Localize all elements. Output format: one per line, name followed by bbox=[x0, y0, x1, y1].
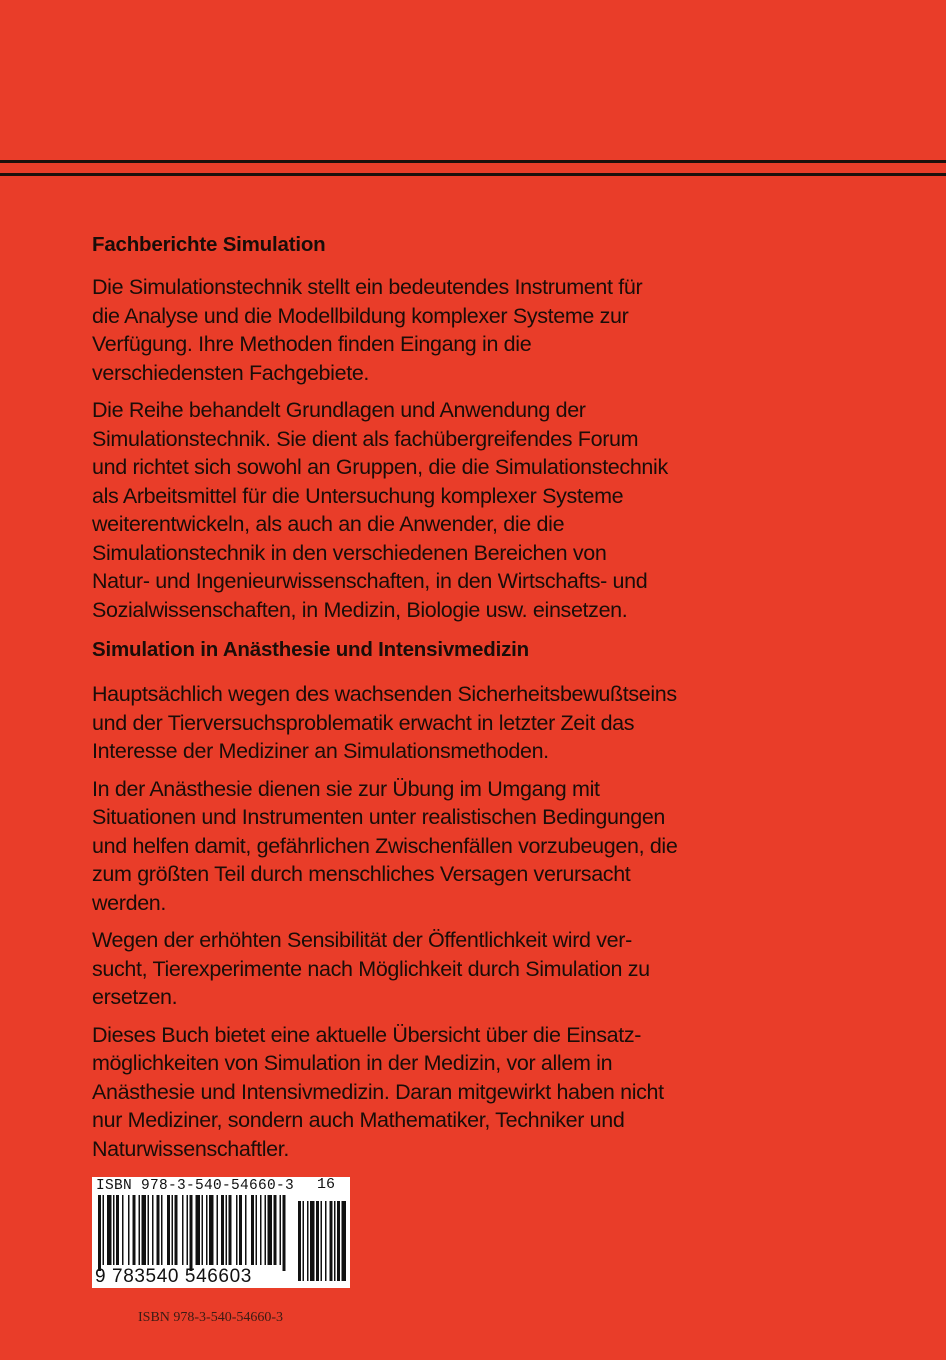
barcode-bar bbox=[226, 1195, 228, 1265]
barcode-bar bbox=[161, 1195, 163, 1265]
barcode-bar bbox=[172, 1195, 174, 1265]
second-rule bbox=[0, 173, 946, 176]
barcode-bar bbox=[256, 1195, 258, 1265]
book-paragraph-2: In der Anästhesie dienen sie zur Übung im Umgang mit Situationen und Instrumenten unter realistischen Bedingungen und helfen damit, gefährlichen Zwischenfällen vorzubeugen, die zum größten Teil durch menschliches Versagen verursacht werden. bbox=[92, 776, 678, 915]
barcode-bar bbox=[283, 1195, 286, 1271]
barcode-bar bbox=[274, 1195, 277, 1265]
series-heading: Fachberichte Simulation bbox=[92, 233, 326, 256]
barcode-bar bbox=[202, 1195, 204, 1265]
barcode-bar bbox=[196, 1195, 201, 1265]
barcode-bar bbox=[139, 1195, 141, 1265]
barcode-addon-bar bbox=[325, 1201, 327, 1281]
isbn-footer: ISBN 978-3-540-54660-3 bbox=[138, 1310, 284, 1325]
book-heading: Simulation in Anästhesie und Intensivmedizin bbox=[92, 638, 529, 661]
barcode-bar bbox=[167, 1195, 170, 1265]
barcode-addon-bar bbox=[321, 1201, 323, 1281]
barcode-bar bbox=[103, 1195, 105, 1265]
barcode-bar bbox=[122, 1195, 124, 1265]
barcode-bar bbox=[107, 1195, 112, 1265]
barcode-addon-bar bbox=[298, 1201, 301, 1281]
barcode-bar bbox=[133, 1195, 136, 1265]
barcode-addon-bar bbox=[330, 1201, 333, 1281]
barcode-bar bbox=[157, 1195, 160, 1265]
barcode-isbn-label: ISBN 978-3-540-54660-3 bbox=[96, 1178, 295, 1194]
barcode-bar bbox=[206, 1195, 208, 1265]
blurb bbox=[92, 231, 772, 1172]
barcode-bar bbox=[116, 1195, 119, 1265]
barcode-bar bbox=[175, 1195, 178, 1265]
barcode-bar bbox=[190, 1195, 193, 1271]
barcode-bar bbox=[268, 1195, 273, 1265]
barcode-digits: 9 783540 546603 bbox=[95, 1266, 252, 1287]
barcode-bar bbox=[187, 1195, 189, 1265]
barcode-bar bbox=[239, 1195, 242, 1265]
barcode-bar bbox=[236, 1195, 238, 1265]
series-paragraph-1: Die Simulationstechnik stellt ein bedeutendes Instrument für die Analyse und die Modellbildung komplexer Systeme zur Verfügung. Ihre Methoden finden Eingang in die verschiedensten Fachgebiete. bbox=[92, 275, 643, 385]
barcode-addon-bar bbox=[307, 1201, 309, 1281]
barcode-bar bbox=[245, 1195, 247, 1265]
barcode-addon-bar bbox=[337, 1201, 340, 1281]
barcode-bar bbox=[229, 1195, 232, 1265]
top-rule bbox=[0, 160, 946, 163]
barcode-bar bbox=[182, 1195, 184, 1265]
barcode-bar bbox=[280, 1195, 282, 1265]
barcode-bar bbox=[148, 1195, 150, 1265]
barcode-addon-bar bbox=[316, 1201, 319, 1281]
barcode-addon-bar bbox=[342, 1201, 347, 1281]
barcode bbox=[92, 1177, 350, 1288]
book-paragraph-1: Hauptsächlich wegen des wachsenden Sicherheitsbewußtseins und der Tierversuchsproblematik erwacht in letzter Zeit das Interesse der Mediziner an Simulationsmethoden. bbox=[92, 682, 677, 763]
barcode-bar bbox=[265, 1195, 267, 1265]
barcode-addon-bar bbox=[303, 1201, 305, 1281]
barcode-addon-number: 16 bbox=[317, 1176, 336, 1193]
barcode-bar bbox=[113, 1195, 115, 1265]
barcode-bar bbox=[217, 1195, 219, 1265]
book-paragraph-4: Dieses Buch bietet eine aktuelle Übersicht über die Einsatz- möglichkeiten von Simulation in der Medizin, vor allem in Anästhesie und Intensivmedizin. Daran mitgewirkt haben nicht nur Mediziner, sondern auch Mathematiker, Techniker und Naturwissenschaftler. bbox=[92, 1022, 664, 1161]
barcode-bar bbox=[251, 1195, 254, 1265]
barcode-bar bbox=[260, 1195, 262, 1265]
barcode-bar bbox=[98, 1195, 101, 1271]
barcode-addon-bar bbox=[334, 1201, 336, 1281]
barcode-addon-bar bbox=[310, 1201, 315, 1281]
barcode-bar bbox=[209, 1195, 214, 1265]
barcode-bar bbox=[221, 1195, 224, 1265]
book-paragraph-3: Wegen der erhöhten Sensibilität der Öffentlichkeit wird ver- sucht, Tierexperimente nach Möglichkeit durch Simulation zu ersetzen. bbox=[92, 928, 650, 1009]
barcode-bar bbox=[152, 1195, 154, 1265]
barcode-bar bbox=[128, 1195, 130, 1265]
series-paragraph-2: Die Reihe behandelt Grundlagen und Anwendung der Simulationstechnik. Sie dient als fachübergreifendes Forum und richtet sich sowohl an Gruppen, die die Simulationstechnik als Arbeitsmittel für die Untersuchung komplexer Systeme weiterentwickeln, als auch an die Anwender, die die Simulationstechnik in den verschiedenen Bereichen von Natur- und Ingenieurwissenschaften, in den Wirtschafts- und Sozialwissenschaften, in Medizin, Biologie usw. einsetzen. bbox=[92, 398, 668, 622]
barcode-bar bbox=[142, 1195, 147, 1265]
